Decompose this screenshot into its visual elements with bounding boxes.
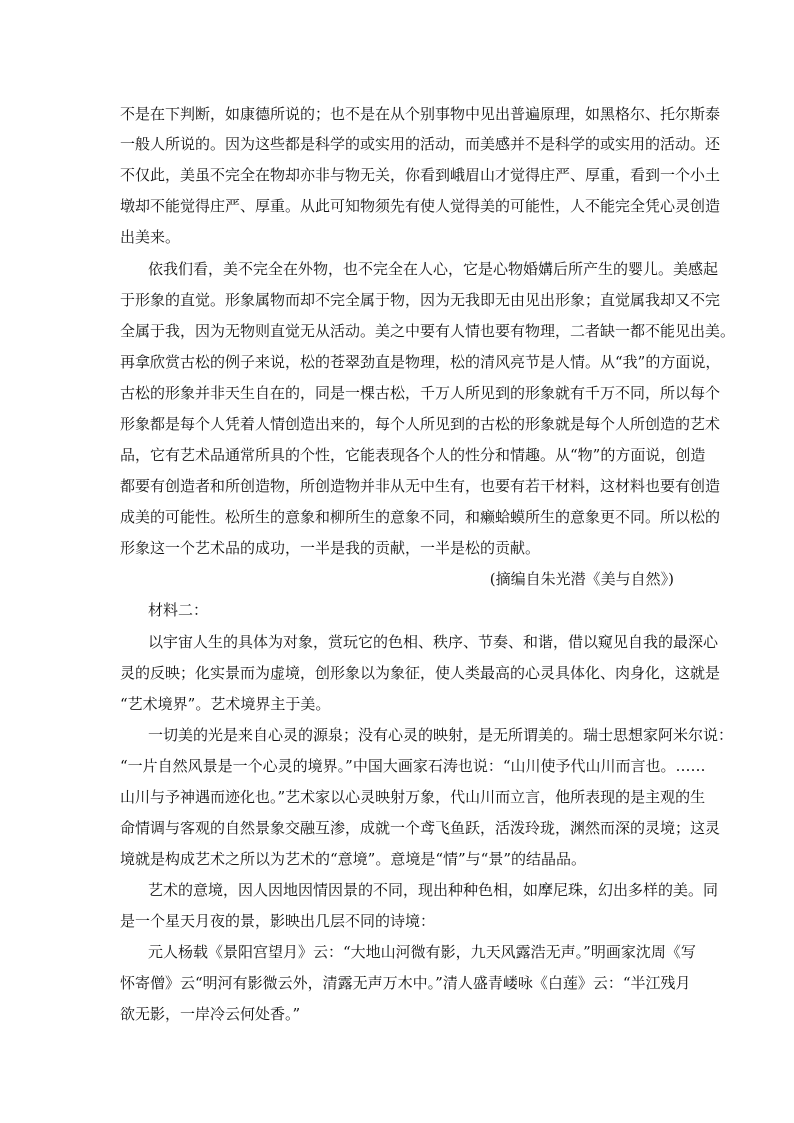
text-line: 是一个星天月夜的景，影映出几层不同的诗境：: [120, 912, 436, 930]
text-line: 形象这一个艺术品的成功，一半是我的贡献，一半是松的贡献。: [120, 539, 541, 557]
text-line: 境就是构成艺术之所以为艺术的“意境”。意境是“情”与“景”的结晶品。: [120, 850, 587, 868]
text-line: 成美的可能性。松所生的意象和柳所生的意象不同，和癞蛤蟆所生的意象更不同。所以松的: [120, 508, 721, 526]
text-line: 古松的形象并非天生自在的，同是一棵古松，千万人所见到的形象就有千万不同，所以每个: [120, 384, 721, 402]
text-line: 形象都是每个人凭着人情创造出来的，每个人所见到的古松的形象就是每个人所创造的艺术: [120, 415, 721, 433]
text-line: 灵的反映；化实景而为虚境，创形象以为象征，使人类最高的心灵具体化、肉身化，这就是: [120, 664, 721, 682]
paragraph-start: 以宇宙人生的具体为对象，赏玩它的色相、秩序、节奏、和谐，借以窥见自我的最深心: [148, 633, 719, 651]
text-line: 一般人所说的。因为这些都是科学的或实用的活动，而美感并不是科学的或实用的活动。还: [120, 135, 721, 153]
text-line: 不仅此，美虽不完全在物却亦非与物无关，你看到峨眉山才觉得庄严、厚重，看到一个小土: [120, 166, 721, 184]
paragraph-start: 依我们看，美不完全在外物，也不完全在人心，它是心物婚媾后所产生的婴儿。美感起: [148, 260, 719, 278]
source-citation: (摘编自朱光潜《美与自然》): [489, 570, 674, 588]
text-line: 命情调与客观的自然景象交融互渗，成就一个鸢飞鱼跃，活泼玲珑，渊然而深的灵境；这灵: [120, 819, 721, 837]
text-line: 全属于我，因为无物则直觉无从活动。美之中要有人情也要有物理，二者缺一都不能见出美。: [120, 322, 736, 340]
text-line: 都要有创造者和所创造物，所创造物并非从无中生有，也要有若干材料，这材料也要有创造: [120, 477, 721, 495]
paragraph-start: 一切美的光是来自心灵的源泉；没有心灵的映射，是无所谓美的。瑞士思想家阿米尔说：: [148, 726, 734, 744]
text-line: 品，它有艺术品通常所具的个性，它能表现各个人的性分和情趣。从“物”的方面说，创造: [120, 446, 706, 464]
text-line: 墩却不能觉得庄严、厚重。从此可知物须先有使人觉得美的可能性，人不能完全凭心灵创造: [120, 197, 721, 215]
text-line: 怀寄僧》云“明河有影微云外，清露无声万木中。”清人盛青嵝咏《白莲》云：“半江残月: [120, 974, 691, 992]
text-line: 于形象的直觉。形象属物而却不完全属于物，因为无我即无由见出形象；直觉属我却又不完: [120, 291, 721, 309]
text-line: 山川与予神遇而迹化也。”艺术家以心灵映射万象，代山川而立言，他所表现的是主观的生: [120, 788, 706, 806]
text-line: “一片自然风景是一个心灵的境界。”中国大画家石涛也说：“山川使予代山川而言也。……: [120, 757, 706, 775]
text-line: 再拿欣赏古松的例子来说，松的苍翠劲直是物理，松的清风亮节是人情。从“我”的方面说，: [120, 353, 721, 371]
text-line: “艺术境界”。艺术境界主于美。: [120, 695, 331, 713]
text-line: 欲无影，一岸冷云何处香。”: [120, 1005, 301, 1023]
paragraph-start: 艺术的意境，因人因地因情因景的不同，现出种种色相，如摩尼珠，幻出多样的美。同: [148, 881, 719, 899]
paragraph-start: 元人杨载《景阳宫望月》云：“大地山河微有影，九天风露浩无声。”明画家沈周《写: [148, 943, 696, 961]
section-heading: 材料二：: [148, 601, 209, 619]
text-line: 出美来。: [120, 228, 181, 246]
text-line: 不是在下判断，如康德所说的；也不是在从个别事物中见出普遍原理，如黑格尔、托尔斯泰: [120, 105, 721, 123]
